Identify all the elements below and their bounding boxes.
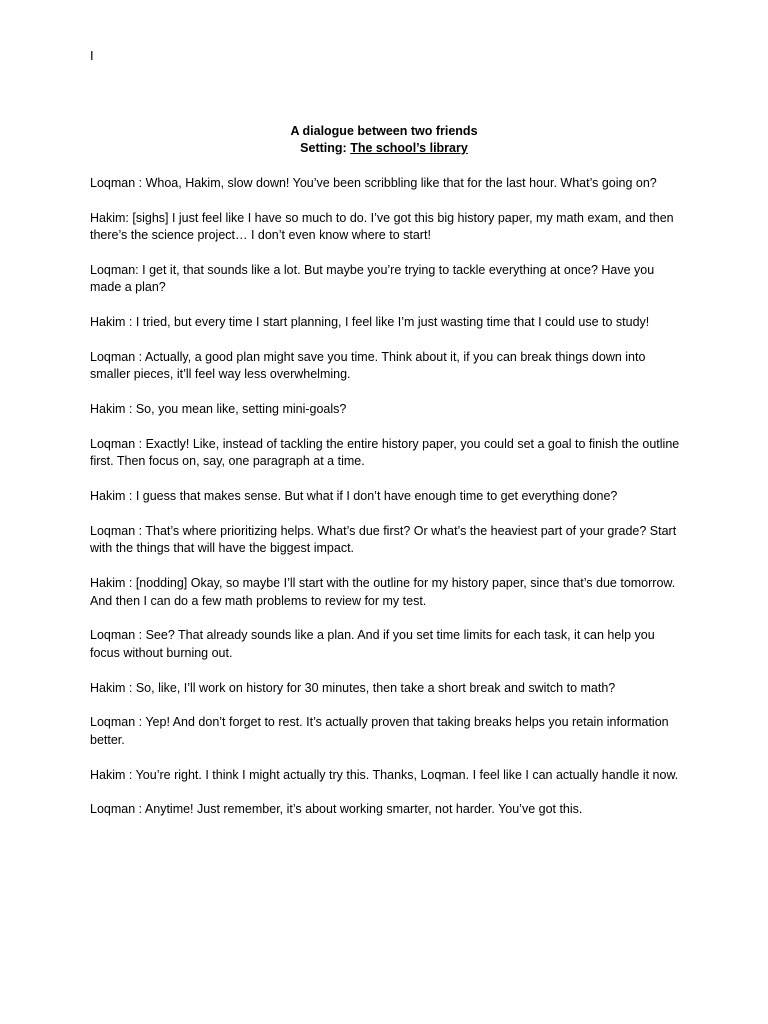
setting-place: The school’s library: [350, 141, 468, 155]
dialogue-line: Loqman : Anytime! Just remember, it’s about working smarter, not harder. You’ve got this.: [90, 802, 583, 817]
dialogue-line: Loqman: I get it, that sounds like a lot. But maybe you’re trying to tackle everything at once? Have you made a plan?: [90, 263, 655, 295]
dialogue-line: Loqman : See? That already sounds like a plan. And if you set time limits for each task, it can help you focus without burning out.: [90, 628, 655, 660]
dialogue-line: Hakim: [sighs] I just feel like I have so much to do. I’ve got this big history paper, my math exam, and then there’s the science project… I don’t even know where to start!: [90, 210, 674, 243]
dialogue-line: Loqman : Actually, a good plan might save you time. Think about it, if you can break things down into smaller pieces, it’ll feel way less overwhelming.: [90, 350, 646, 382]
dialogue-line: Loqman : That’s where prioritizing helps. What’s due first? Or what’s the heaviest part of your grade? Start with the things that will have the biggest impact.: [90, 524, 677, 556]
dialogue-body: [90, 175, 680, 836]
dialogue-line: Hakim : I tried, but every time I start planning, I feel like I’m just wasting time that I could use to study!: [90, 315, 650, 330]
dialogue-line: Loqman : Yep! And don’t forget to rest. It’s actually proven that taking breaks helps you retain information better.: [90, 715, 669, 747]
dialogue-line: Hakim : I guess that makes sense. But what if I don’t have enough time to get everything done?: [90, 489, 618, 504]
setting-label: Setting:: [300, 141, 347, 155]
setting-line: [0, 140, 768, 157]
dialogue-line: Hakim : [nodding] Okay, so maybe I’ll start with the outline for my history paper, since that’s due tomorrow. And then I can do a few math problems to review for my test.: [90, 576, 676, 608]
dialogue-line: Loqman : Exactly! Like, instead of tackling the entire history paper, you could set a goal to finish the outline first. Then focus on, say, one paragraph at a time.: [90, 437, 680, 469]
stray-mark: I: [90, 48, 94, 63]
dialogue-line: Hakim : So, like, I’ll work on history for 30 minutes, then take a short break and switch to math?: [90, 680, 616, 695]
dialogue-line: Loqman : Whoa, Hakim, slow down! You’ve been scribbling like that for the last hour. What’s going on?: [90, 176, 657, 190]
document-title: A dialogue between two friends: [290, 124, 478, 138]
document-header: [0, 123, 768, 157]
dialogue-line: Hakim : So, you mean like, setting mini-goals?: [90, 402, 347, 417]
dialogue-line: Hakim : You’re right. I think I might actually try this. Thanks, Loqman. I feel like I can actually handle it now.: [90, 767, 679, 782]
